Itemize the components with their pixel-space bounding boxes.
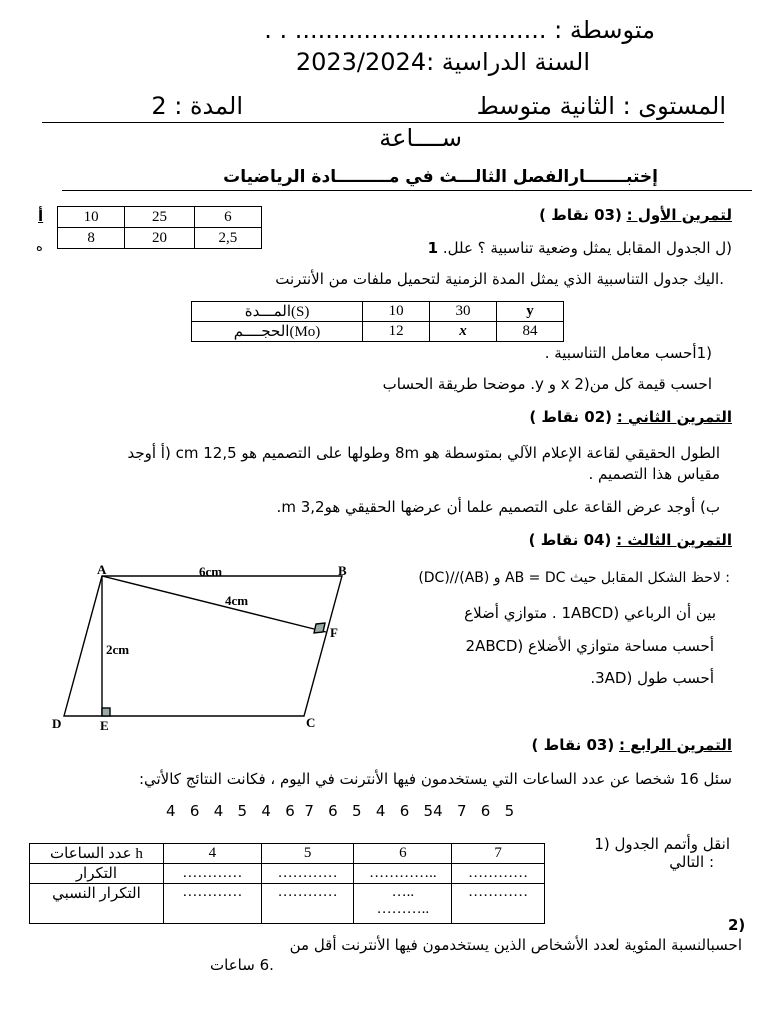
segment-af [102,576,326,632]
ex4-title: التمرين الرابع : [619,736,732,754]
ex1-side-label-a: أ [38,207,44,225]
time-table-cell: الحجــــم(Mo) [192,322,363,342]
freq-table-cell: التكرار النسبي [30,884,164,924]
school-year: السنة الدراسية :2023/2024 [295,48,590,76]
ex4-q2-line1: احسبالنسبة المئوية لعدد الأشخاص الذين يستخدمون فيها الأنترنت أقل من [289,936,742,954]
freq-table-cell: ………… [261,864,354,884]
header-divider-1 [42,122,724,123]
ex4-q2-line2: .6 ساعات [210,956,274,974]
ex2-points: (02 نقاط ) [529,408,613,426]
freq-table-cell: 5 [261,844,354,864]
duration-label: المدة : 2 [151,92,243,120]
ex1-q1 [428,239,732,257]
small-table-cell: 2,5 [194,228,261,249]
time-table-cell: 84 [497,322,564,342]
ex4-data-row: 4 6 4 5 4 6 7 6 5 4 6 54 7 6 5 [166,802,515,820]
label-ab: 6cm [199,564,223,579]
ex4-heading [532,736,732,754]
school-line: متوسطة : ................................. . . [264,16,655,44]
time-table-cell: x [430,322,497,342]
ex1-title: لتمرين الأول : [626,206,732,224]
time-table-cell: 10 [363,302,430,322]
small-table-cell: 10 [58,207,125,228]
vertex-a: A [97,562,107,577]
vertex-d: D [52,716,62,731]
ex4-q1b: : التالي [669,853,714,871]
ex3-heading [529,531,732,549]
ex3-intro: : لاحظ الشكل المقابل حيث AB = DC و (AB)//(DC) [418,570,730,586]
ex1-heading [539,206,732,224]
vertex-b: B [338,563,347,578]
ex1-time-table [191,301,564,342]
ex2-heading [529,408,732,426]
freq-table-cell: ………….. [354,864,452,884]
right-angle-f [314,623,325,633]
ex3-q3: أحسب طول (3AD. [590,669,714,687]
ex1-q2b: احسب قيمة كل من(2 x و y. موضحا طريقة الحساب [382,375,712,393]
ex4-points: (03 نقاط ) [531,736,615,754]
ex4-q1a: انقل وأتمم الجدول (1 [594,835,730,853]
parallelogram-figure [40,558,360,738]
right-angle-e [102,708,110,716]
level-label: المستوى : الثانية متوسط [476,92,726,120]
ex2-title: التمرين الثاني : [616,408,732,426]
vertex-f: F [330,625,338,640]
label-af: 4cm [225,593,249,608]
small-table-cell: 20 [125,228,194,249]
freq-table-cell: 6 [354,844,452,864]
ex2-line3: ب) أوجد عرض القاعة على التصميم علما أن عرضها الحقيقي هو3,2 m. [276,498,720,516]
ex1-small-table [57,206,262,249]
freq-table-cell: ….. ……….. [354,884,452,924]
duration-unit: ســــاعة [379,124,462,152]
ex3-q1: بين أن الرباعي (1ABCD . متوازي أضلاع [464,604,716,622]
exam-title: إختبـــــــارالفصل الثالـــث في مـــــــــادة الرياضيات [223,167,658,187]
ex1-intro2: .اليك جدول التناسبية الذي يمثل المدة الزمنية لتحميل ملفات من الأنترنت [275,270,724,288]
ex2-line2: مقياس هذا التصميم . [588,465,720,483]
small-table-cell: 6 [194,207,261,228]
time-table-cell: المـــدة(S) [192,302,363,322]
header-divider-2 [62,190,752,191]
ex4-q2-num: 2) [728,916,746,934]
ex1-q1-num: 1 [427,239,439,257]
ex4-intro: سئل 16 شخصا عن عدد الساعات التي يستخدمون فيها الأنترنت في اليوم ، فكانت النتائج كالأتي: [138,770,732,788]
freq-table-cell: ………… [452,884,545,924]
small-table-cell: 25 [125,207,194,228]
freq-table-cell: 4 [163,844,261,864]
time-table-cell: 12 [363,322,430,342]
ex1-points: (03 نقاط ) [539,206,622,224]
time-table-cell: 30 [430,302,497,322]
freq-table-cell: التكرار [30,864,164,884]
vertex-e: E [100,718,109,733]
ex1-side-label-b: ه [36,240,43,255]
freq-table-cell: عدد الساعات h [30,844,164,864]
freq-table-cell: ………… [452,864,545,884]
freq-table-cell: ………… [163,864,261,884]
ex1-q1-text: (ل الجدول المقابل يمثل وضعية تناسبية ؟ علل. [442,239,732,257]
freq-table-cell: 7 [452,844,545,864]
ex2-line1: الطول الحقيقي لقاعة الإعلام الآلي بمتوسطة هو 8m وطولها على التصميم هو 12,5 cm (أ أوجد [127,444,720,462]
ex1-q2a: (1أحسب معامل التناسبية . [544,344,712,362]
vertex-c: C [306,715,316,730]
ex3-title: التمرين الثالث : [616,531,732,549]
ex3-q2: أحسب مساحة متوازي الأضلاع (2ABCD [465,637,714,655]
freq-table-cell: ………… [261,884,354,924]
time-table-cell: y [497,302,564,322]
label-ae: 2cm [106,642,130,657]
ex3-points: (04 نقاط ) [528,531,612,549]
freq-table-cell: ………… [163,884,261,924]
ex4-frequency-table [29,843,545,924]
small-table-cell: 8 [58,228,125,249]
